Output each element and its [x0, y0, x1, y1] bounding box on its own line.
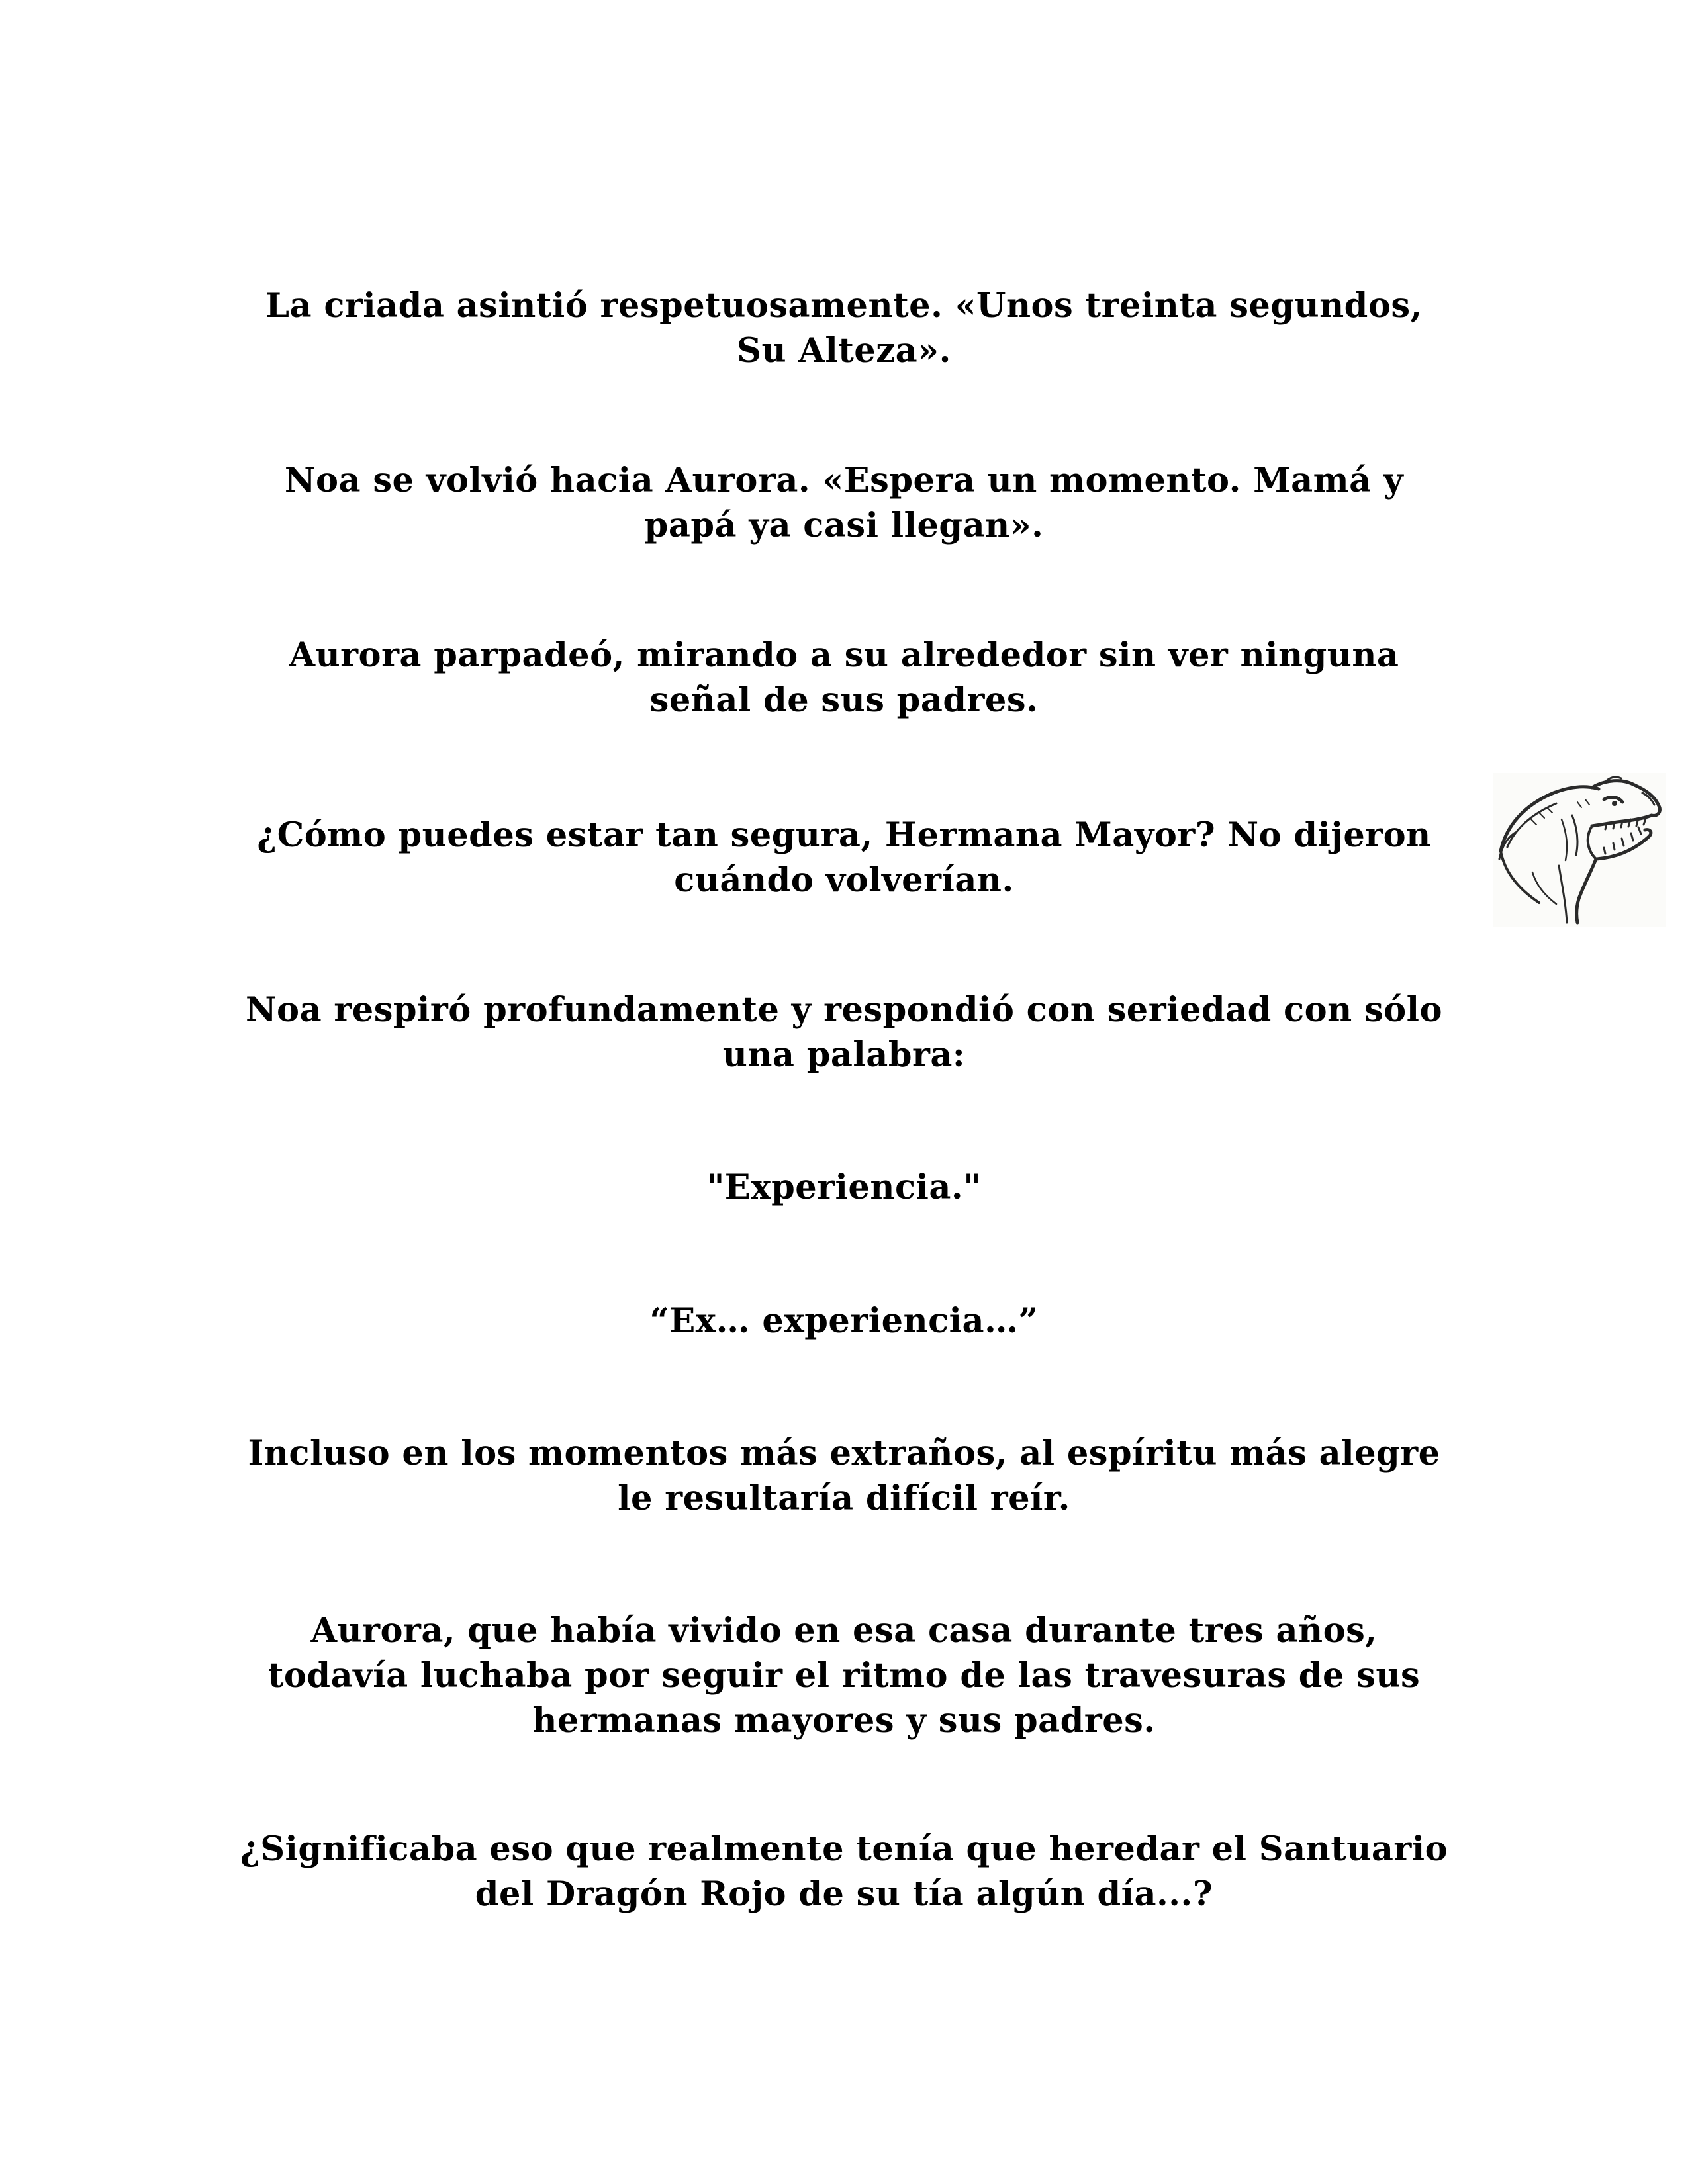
paragraph-6	[199, 1165, 1489, 1210]
paragraph-line: Incluso en los momentos más extraños, al espíritu más alegre	[248, 1433, 1440, 1473]
paragraph-line: papá ya casi llegan».	[644, 506, 1044, 545]
paragraph-line: Noa se volvió hacia Aurora. «Espera un momento. Mamá y	[284, 461, 1404, 500]
dragon-head-sketch-icon	[1493, 773, 1666, 927]
paragraph-7	[199, 1298, 1489, 1343]
paragraph-line: Aurora, que había vivido en esa casa durante tres años,	[310, 1611, 1378, 1651]
paragraph-5	[199, 987, 1489, 1077]
paragraph-8	[199, 1431, 1489, 1521]
paragraph-4	[199, 813, 1489, 903]
paragraph-line: señal de sus padres.	[649, 680, 1039, 720]
paragraph-line: La criada asintió respetuosamente. «Unos treinta segundos,	[265, 286, 1423, 326]
paragraph-line: "Experiencia."	[706, 1167, 982, 1207]
paragraph-line: todavía luchaba por seguir el ritmo de las travesuras de sus	[267, 1656, 1421, 1696]
paragraph-line: ¿Cómo puedes estar tan segura, Hermana Mayor? No dijeron	[257, 815, 1431, 855]
paragraph-line: una palabra:	[722, 1035, 966, 1075]
paragraph-1	[199, 283, 1489, 373]
paragraph-line: del Dragón Rojo de su tía algún día...?	[475, 1874, 1213, 1914]
paragraph-line: cuándo volverían.	[674, 860, 1014, 900]
paragraph-line: Su Alteza».	[737, 331, 951, 371]
paragraph-line: “Ex… experiencia…”	[649, 1301, 1039, 1341]
paragraph-3	[199, 633, 1489, 723]
paragraph-line: hermanas mayores y sus padres.	[532, 1701, 1156, 1741]
paragraph-10	[199, 1827, 1489, 1917]
paragraph-9	[199, 1608, 1489, 1743]
paragraph-line: le resultaría difícil reír.	[618, 1479, 1070, 1518]
paragraph-line: ¿Significaba eso que realmente tenía que heredar el Santuario	[240, 1829, 1448, 1869]
paragraph-line: Aurora parpadeó, mirando a su alrededor sin ver ninguna	[289, 635, 1399, 675]
paragraph-line: Noa respiró profundamente y respondió con seriedad con sólo	[245, 990, 1443, 1030]
paragraph-2	[199, 458, 1489, 548]
